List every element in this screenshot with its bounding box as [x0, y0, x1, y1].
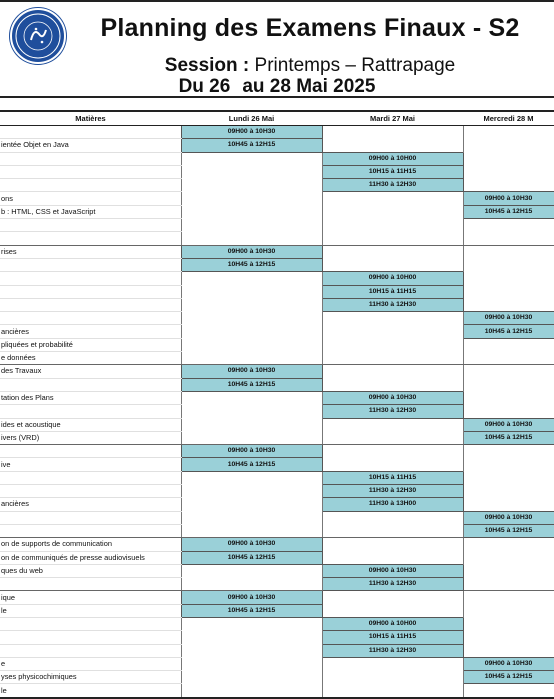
empty-slot — [181, 524, 322, 537]
table-row — [0, 325, 554, 338]
table-row — [0, 298, 554, 311]
empty-slot — [181, 617, 322, 630]
empty-slot — [181, 285, 322, 298]
subject-cell: des Travaux — [0, 365, 181, 378]
date-range — [0, 76, 554, 98]
empty-slot — [181, 511, 322, 524]
subject-cell — [0, 445, 181, 458]
empty-slot — [463, 272, 554, 285]
subject-cell: le — [0, 604, 181, 617]
empty-slot — [181, 272, 322, 285]
subject-cell — [0, 258, 181, 271]
table-row — [0, 219, 554, 232]
empty-slot — [181, 471, 322, 484]
subject-cell: ivers (VRD) — [0, 431, 181, 444]
table-row — [0, 365, 554, 378]
table-row — [0, 511, 554, 524]
empty-slot — [181, 352, 322, 365]
subject-cell — [0, 617, 181, 630]
empty-slot — [322, 524, 463, 537]
empty-slot — [463, 365, 554, 378]
session-value: Printemps – Rattrapage — [254, 55, 456, 76]
empty-slot — [322, 352, 463, 365]
empty-slot — [181, 179, 322, 192]
column-header-tuesday: Mardi 27 Mai — [322, 111, 463, 126]
empty-slot — [463, 152, 554, 165]
exam-slot: 11H30 à 12H30 — [322, 298, 463, 311]
table-row — [0, 631, 554, 644]
empty-slot — [463, 165, 554, 178]
exam-slot: 09H00 à 10H30 — [181, 245, 322, 258]
empty-slot — [463, 485, 554, 498]
exam-slot: 11H30 à 12H30 — [322, 179, 463, 192]
university-logo — [10, 8, 66, 64]
empty-slot — [463, 564, 554, 577]
empty-slot — [463, 578, 554, 591]
subject-cell — [0, 298, 181, 311]
subject-cell — [0, 485, 181, 498]
exam-slot: 09H00 à 10H30 — [463, 511, 554, 524]
table-row — [0, 604, 554, 617]
subject-cell — [0, 578, 181, 591]
empty-slot — [181, 631, 322, 644]
empty-slot — [181, 405, 322, 418]
table-row — [0, 312, 554, 325]
subject-cell — [0, 126, 181, 139]
empty-slot — [322, 219, 463, 232]
empty-slot — [322, 671, 463, 684]
subject-cell: ive — [0, 458, 181, 471]
empty-slot — [463, 538, 554, 551]
subject-cell: tation des Plans — [0, 391, 181, 404]
empty-slot — [181, 152, 322, 165]
empty-slot — [463, 617, 554, 630]
empty-slot — [181, 232, 322, 245]
subject-cell: on de communiqués de presse audiovisuels — [0, 551, 181, 564]
empty-slot — [322, 365, 463, 378]
column-header-monday: Lundi 26 Mai — [181, 111, 322, 126]
table-row — [0, 126, 554, 139]
empty-slot — [322, 511, 463, 524]
subject-cell: e données — [0, 352, 181, 365]
exam-slot: 09H00 à 10H30 — [463, 192, 554, 205]
date-range-start: Du 26 — [178, 76, 231, 97]
table-row — [0, 578, 554, 591]
empty-slot — [322, 338, 463, 351]
table-row — [0, 245, 554, 258]
empty-slot — [463, 591, 554, 604]
subject-cell: ique — [0, 591, 181, 604]
empty-slot — [322, 258, 463, 271]
empty-slot — [181, 418, 322, 431]
exam-slot: 10H45 à 12H15 — [463, 205, 554, 218]
empty-slot — [181, 431, 322, 444]
empty-slot — [181, 192, 322, 205]
empty-slot — [322, 325, 463, 338]
exam-slot: 10H45 à 12H15 — [181, 378, 322, 391]
table-header-row — [0, 111, 554, 126]
table-row — [0, 657, 554, 670]
exam-schedule-table — [0, 110, 554, 699]
exam-slot: 10H45 à 12H15 — [463, 325, 554, 338]
empty-slot — [322, 139, 463, 152]
exam-slot: 11H30 à 12H30 — [322, 644, 463, 657]
table-row — [0, 591, 554, 604]
empty-slot — [322, 551, 463, 564]
exam-slot: 09H00 à 10H30 — [181, 365, 322, 378]
exam-slot: 09H00 à 10H30 — [463, 418, 554, 431]
table-row — [0, 285, 554, 298]
table-row — [0, 352, 554, 365]
empty-slot — [322, 538, 463, 551]
table-row — [0, 471, 554, 484]
table-row — [0, 192, 554, 205]
empty-slot — [181, 338, 322, 351]
table-row — [0, 431, 554, 444]
exam-slot: 09H00 à 10H00 — [322, 617, 463, 630]
subject-cell: ancières — [0, 325, 181, 338]
subject-cell — [0, 524, 181, 537]
date-range-end: au 28 Mai 2025 — [242, 76, 376, 97]
empty-slot — [322, 458, 463, 471]
empty-slot — [463, 391, 554, 404]
empty-slot — [463, 219, 554, 232]
exam-slot: 10H45 à 12H15 — [181, 139, 322, 152]
subject-cell: pliquées et probabilité — [0, 338, 181, 351]
exam-slot: 09H00 à 10H00 — [322, 152, 463, 165]
empty-slot — [463, 126, 554, 139]
table-row — [0, 165, 554, 178]
subject-cell — [0, 232, 181, 245]
table-row — [0, 684, 554, 698]
exam-slot: 10H45 à 12H15 — [181, 604, 322, 617]
empty-slot — [322, 245, 463, 258]
empty-slot — [181, 391, 322, 404]
subject-cell: ientée Objet en Java — [0, 139, 181, 152]
table-row — [0, 391, 554, 404]
exam-slot: 10H45 à 12H15 — [181, 458, 322, 471]
empty-slot — [463, 245, 554, 258]
exam-slot: 09H00 à 10H30 — [181, 445, 322, 458]
table-row — [0, 418, 554, 431]
column-header-wednesday: Mercredi 28 M — [463, 111, 554, 126]
exam-slot: 10H45 à 12H15 — [463, 671, 554, 684]
subject-cell — [0, 312, 181, 325]
exam-slot: 09H00 à 10H30 — [181, 538, 322, 551]
exam-slot: 09H00 à 10H30 — [181, 126, 322, 139]
empty-slot — [181, 498, 322, 511]
exam-slot: 09H00 à 10H30 — [322, 564, 463, 577]
empty-slot — [463, 631, 554, 644]
subject-cell: ides et acoustique — [0, 418, 181, 431]
table-row — [0, 258, 554, 271]
empty-slot — [322, 604, 463, 617]
subject-cell: ancières — [0, 498, 181, 511]
table-row — [0, 152, 554, 165]
empty-slot — [322, 418, 463, 431]
empty-slot — [181, 564, 322, 577]
subject-cell — [0, 165, 181, 178]
table-row — [0, 524, 554, 537]
subject-cell: e — [0, 657, 181, 670]
empty-slot — [463, 458, 554, 471]
empty-slot — [463, 644, 554, 657]
empty-slot — [181, 312, 322, 325]
exam-slot: 10H45 à 12H15 — [181, 551, 322, 564]
exam-slot: 11H30 à 12H30 — [322, 485, 463, 498]
exam-slot: 09H00 à 10H30 — [181, 591, 322, 604]
empty-slot — [181, 644, 322, 657]
empty-slot — [181, 578, 322, 591]
subject-cell — [0, 644, 181, 657]
empty-slot — [181, 485, 322, 498]
empty-slot — [463, 338, 554, 351]
table-row — [0, 272, 554, 285]
empty-slot — [181, 205, 322, 218]
table-row — [0, 338, 554, 351]
table-row — [0, 405, 554, 418]
empty-slot — [463, 352, 554, 365]
exam-slot: 09H00 à 10H30 — [463, 657, 554, 670]
subject-cell — [0, 179, 181, 192]
empty-slot — [463, 498, 554, 511]
table-row — [0, 139, 554, 152]
empty-slot — [463, 684, 554, 698]
empty-slot — [181, 165, 322, 178]
table-row — [0, 179, 554, 192]
empty-slot — [463, 471, 554, 484]
exam-slot: 10H15 à 11H15 — [322, 165, 463, 178]
table-row — [0, 538, 554, 551]
empty-slot — [463, 445, 554, 458]
exam-slot: 10H15 à 11H15 — [322, 471, 463, 484]
table-row — [0, 671, 554, 684]
table-row — [0, 644, 554, 657]
subject-cell: rises — [0, 245, 181, 258]
exam-slot: 11H30 à 13H00 — [322, 498, 463, 511]
empty-slot — [322, 205, 463, 218]
empty-slot — [463, 232, 554, 245]
subject-cell — [0, 152, 181, 165]
empty-slot — [463, 179, 554, 192]
subject-cell — [0, 511, 181, 524]
empty-slot — [463, 258, 554, 271]
empty-slot — [322, 657, 463, 670]
subject-cell — [0, 471, 181, 484]
subject-cell — [0, 219, 181, 232]
table-row — [0, 564, 554, 577]
table-row — [0, 617, 554, 630]
table-row — [0, 498, 554, 511]
exam-slot: 09H00 à 10H30 — [463, 312, 554, 325]
subject-cell — [0, 272, 181, 285]
empty-slot — [322, 312, 463, 325]
table-row — [0, 551, 554, 564]
exam-slot: 11H30 à 12H30 — [322, 578, 463, 591]
column-header-subjects: Matières — [0, 111, 181, 126]
exam-slot: 10H15 à 11H15 — [322, 631, 463, 644]
subject-cell: on de supports de communication — [0, 538, 181, 551]
table-row — [0, 378, 554, 391]
session-line — [66, 55, 554, 77]
table-row — [0, 458, 554, 471]
subject-cell: ons — [0, 192, 181, 205]
empty-slot — [463, 405, 554, 418]
table-row — [0, 485, 554, 498]
exam-slot: 10H45 à 12H15 — [463, 524, 554, 537]
empty-slot — [322, 232, 463, 245]
empty-slot — [322, 684, 463, 698]
exam-slot: 09H00 à 10H30 — [322, 391, 463, 404]
subject-cell: ques du web — [0, 564, 181, 577]
empty-slot — [181, 219, 322, 232]
empty-slot — [322, 591, 463, 604]
subject-cell — [0, 285, 181, 298]
subject-cell: yses physicochimiques — [0, 671, 181, 684]
session-label: Session : — [164, 55, 250, 76]
page-title: Planning des Examens Finaux - S2 — [100, 14, 520, 42]
table-row — [0, 445, 554, 458]
subject-cell: le — [0, 684, 181, 698]
exam-slot: 10H15 à 11H15 — [322, 285, 463, 298]
empty-slot — [181, 671, 322, 684]
empty-slot — [181, 684, 322, 698]
empty-slot — [181, 325, 322, 338]
empty-slot — [181, 657, 322, 670]
exam-slot: 11H30 à 12H30 — [322, 405, 463, 418]
empty-slot — [322, 192, 463, 205]
empty-slot — [322, 378, 463, 391]
exam-slot: 10H45 à 12H15 — [463, 431, 554, 444]
subject-cell: b : HTML, CSS et JavaScript — [0, 205, 181, 218]
empty-slot — [463, 139, 554, 152]
empty-slot — [322, 431, 463, 444]
table-row — [0, 232, 554, 245]
empty-slot — [463, 551, 554, 564]
exam-slot: 09H00 à 10H00 — [322, 272, 463, 285]
empty-slot — [463, 604, 554, 617]
empty-slot — [322, 126, 463, 139]
empty-slot — [181, 298, 322, 311]
empty-slot — [322, 445, 463, 458]
empty-slot — [463, 298, 554, 311]
exam-slot: 10H45 à 12H15 — [181, 258, 322, 271]
subject-cell — [0, 631, 181, 644]
subject-cell — [0, 378, 181, 391]
empty-slot — [463, 285, 554, 298]
subject-cell — [0, 405, 181, 418]
table-row — [0, 205, 554, 218]
empty-slot — [463, 378, 554, 391]
